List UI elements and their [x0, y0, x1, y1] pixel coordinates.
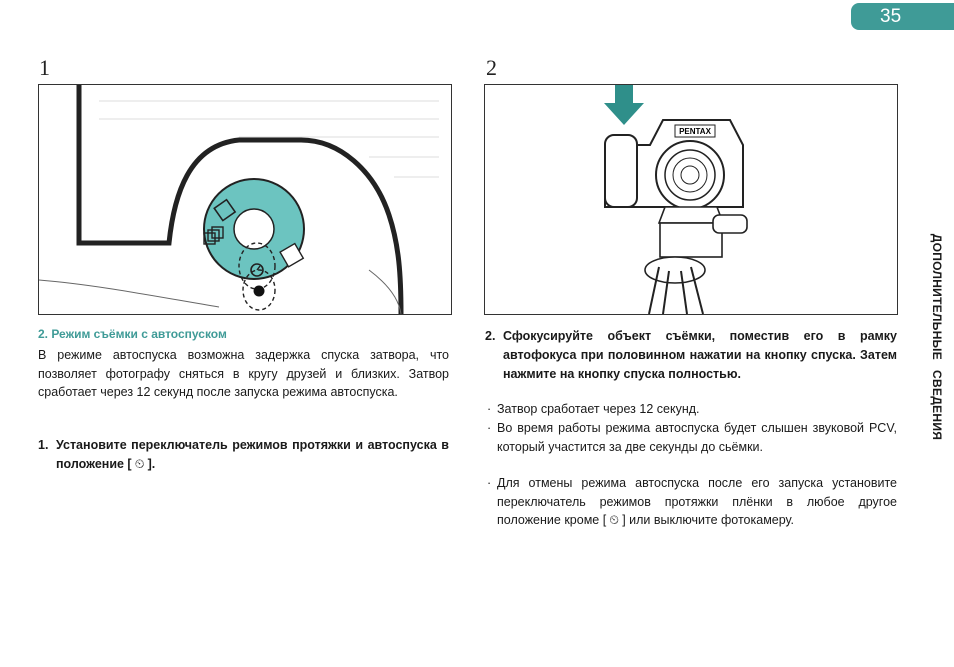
figure-2-tripod-illustration [484, 84, 898, 315]
page-number-tab [851, 3, 954, 30]
bullet-dot-icon: · [487, 476, 492, 490]
figure-2-number: 2 [486, 55, 497, 80]
step-1-text: Установите переключатель режимов протяжки и автоспуска в положение [ [56, 438, 449, 471]
bullet-text: Затвор сработает через 12 секунд. [497, 402, 700, 416]
camera-on-tripod-drawing [485, 85, 897, 314]
bullet-text: Для отмены режима автоспуска после его запуска установите переключатель режимов протяжки плёнки в любое другое положение кроме [ [497, 476, 897, 527]
step-1 [38, 436, 449, 474]
section-side-label [930, 234, 944, 440]
bullet-item [487, 419, 897, 456]
page-number: 35 [880, 6, 902, 27]
bullet-text: Во время работы режима автоспуска будет слышен звуковой PCV, который участится за две секунды до сьёмки. [497, 421, 897, 454]
bullet-text-end: ] или выключите фотокамеру. [622, 513, 795, 527]
bullet-dot-icon: · [487, 421, 492, 435]
drive-dial-drawing [39, 85, 451, 314]
side-label-word-2: СВЕДЕНИЯ [930, 370, 944, 441]
figure-1-dial-illustration [38, 84, 452, 315]
step-2-number: 2. [485, 329, 496, 343]
step-2-text: Сфокусируйте объект съёмки, поместив его в рамку автофокуса при половинном нажатии на кнопку спуска. Затем нажмите на кнопку спуска полностью. [503, 329, 897, 381]
index-mark-dot [254, 286, 265, 297]
figure-1-number: 1 [39, 55, 50, 80]
tripod-handle [713, 215, 747, 233]
bullet-item [487, 474, 897, 530]
self-timer-icon: ⏲ [609, 513, 620, 527]
tripod-collar [645, 257, 705, 283]
camera-brand-label: PENTAX [679, 127, 711, 136]
camera-grip [605, 135, 637, 207]
step-1-number: 1. [38, 438, 49, 452]
press-arrow-icon [604, 85, 644, 125]
self-timer-icon: ⏲ [134, 457, 145, 471]
bullet-dot-icon: · [487, 402, 492, 416]
section-heading: 2. Режим съёмки с автоспуском [38, 327, 227, 341]
camera-contour-lines [39, 270, 401, 314]
side-label-word-1: ДОПОЛНИТЕЛЬНЫЕ [930, 233, 944, 361]
intro-paragraph: В режиме автоспуска возможна задержка спуска затвора, что позволяет фотографу сняться в кругу друзей и близких. Затвор сработает через 12 секунд после запуска режима автоспуска. [38, 348, 449, 399]
step-1-text-end: ]. [147, 457, 156, 471]
step-2 [485, 327, 897, 384]
bullet-item [487, 400, 897, 419]
camera-lens [656, 141, 724, 209]
